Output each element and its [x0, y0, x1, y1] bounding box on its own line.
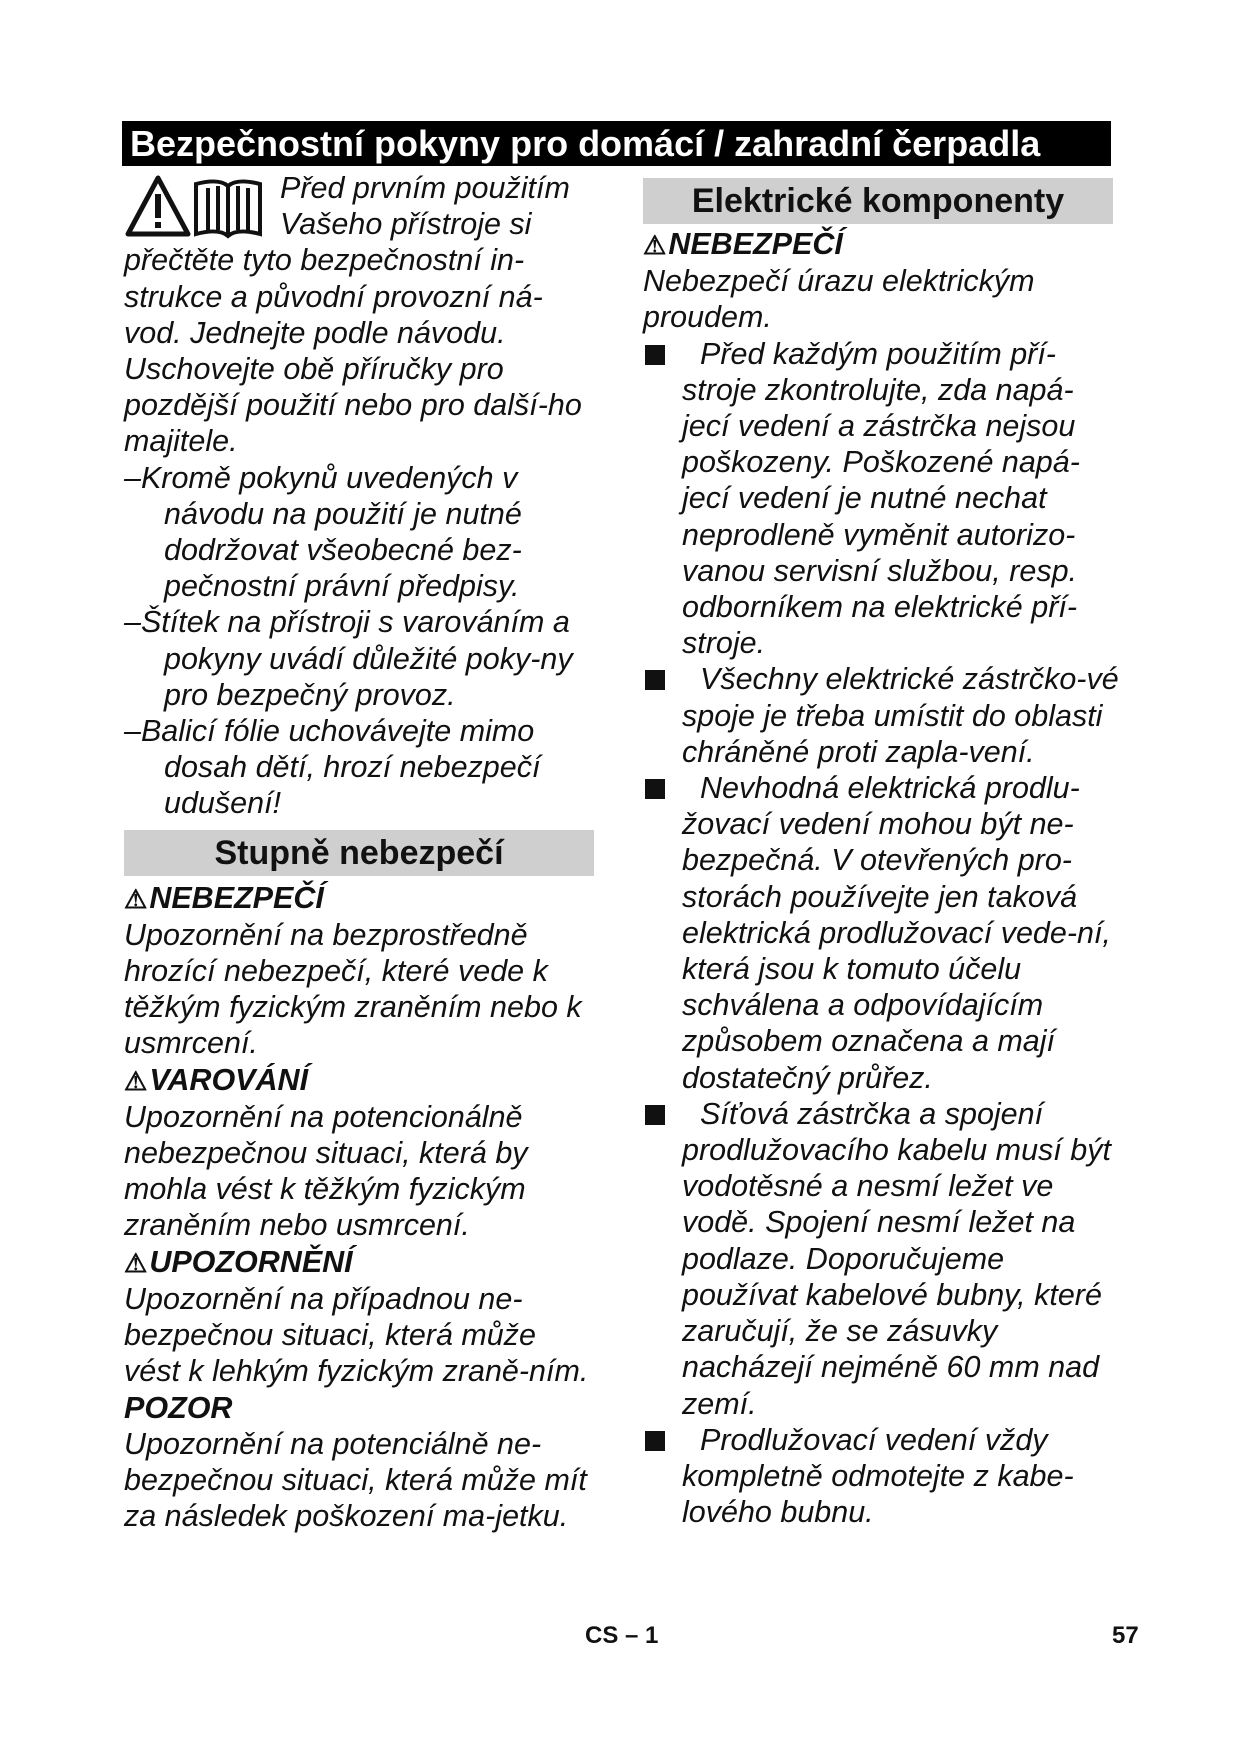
warning-icon: ⚠ [124, 1065, 148, 1096]
section-title-electrical: Elektrické komponenty [643, 178, 1113, 224]
footer-section: CS – 1 [585, 1622, 659, 1649]
intro-block [124, 170, 594, 460]
right-column [643, 178, 1119, 1530]
left-column [124, 170, 594, 1534]
level-label-warning: ⚠VAROVÁNÍ [124, 1062, 309, 1097]
level-text-danger: Upozornění na bezprostředně hrozící nebezpečí, které vede k těžkým fyzickým zraněním nebo k usmrcení. [124, 917, 582, 1061]
bullet-item: Před každým použitím pří-stroje zkontrolujte, zda napá-jecí vedení a zástrčka nejsou poškozeny. Poškozené napá-jecí vedení je nutné nechat neprodleně vyměnit autorizo-vanou servisní službou, resp. odborníkem na elektrické pří-stroje. [643, 336, 1119, 662]
bullet-square-icon [645, 1105, 665, 1125]
danger-label: ⚠NEBEZPEČÍ [643, 227, 843, 261]
level-label-caution: ⚠UPOZORNĚNÍ [124, 1244, 353, 1279]
bullet-square-icon [645, 345, 665, 365]
page-title: Bezpečnostní pokyny pro domácí / zahradní čerpadla [122, 121, 1111, 166]
warning-icon: ⚠ [124, 1247, 148, 1278]
bullet-item: Prodlužovací vedení vždy kompletně odmotejte z kabe-lového bubnu. [643, 1422, 1119, 1531]
warning-icon: ⚠ [643, 230, 667, 260]
bullet-item: Všechny elektrické zástrčko-vé spoje je třeba umístit do oblasti chráněné proti zapla-vení. [643, 661, 1119, 770]
level-text-caution: Upozornění na případnou ne-bezpečnou situaci, která může vést k lehkým fyzickým zraně-ním. [124, 1281, 589, 1389]
book-icon [196, 181, 260, 236]
dash-item: –Štítek na přístroji s varováním a pokyny uvádí důležité poky-ny pro bezpečný provoz. [124, 605, 573, 712]
bullet-square-icon [645, 779, 665, 799]
level-text-notice: Upozornění na potenciálně ne-bezpečnou situaci, která může mít za následek poškození ma-jetku. [124, 1426, 587, 1534]
level-text-warning: Upozornění na potencionálně nebezpečnou situaci, která by mohla vést k těžkým fyzickým zraněním nebo usmrcení. [124, 1099, 528, 1243]
intro-line-1: Před prvním použitím [280, 171, 570, 205]
level-label-notice: POZOR [124, 1390, 233, 1425]
intro-text: přečtěte tyto bezpečnostní in-strukce a původní provozní ná-vod. Jednejte podle návodu. Uschovejte obě příručky pro pozdější použití nebo pro další-ho majitele. [124, 243, 582, 459]
bullet-item: Nevhodná elektrická prodlu-žovací vedení mohou být ne-bezpečná. V otevřených pro-storách používejte jen taková elektrická prodlužovací vede-ní, která jsou k tomuto účelu schválena a odpovídajícím způsobem označena a mají dostatečný průřez. [643, 770, 1119, 1096]
danger-text: Nebezpečí úrazu elektrickým proudem. [643, 264, 1035, 335]
dash-item: –Balicí fólie uchovávejte mimo dosah dětí, hrozí nebezpečí udušení! [124, 714, 541, 821]
bullet-square-icon [645, 670, 665, 690]
intro-line-2: Vašeho přístroje si [280, 207, 532, 242]
warning-triangle-icon [128, 178, 188, 234]
page-number: 57 [1112, 1622, 1139, 1649]
warning-manual-icon [124, 172, 274, 242]
bullet-square-icon [645, 1431, 665, 1451]
section-title-danger-levels: Stupně nebezpečí [124, 830, 594, 876]
warning-icon: ⚠ [124, 883, 148, 914]
bullet-item: Síťová zástrčka a spojení prodlužovacího kabelu musí být vodotěsné a nesmí ležet ve vodě. Spojení nesmí ležet na podlaze. Doporučujeme používat kabelové bubny, které zaručují, že se zásuvky nacházejí nejméně 60 mm nad zemí. [643, 1096, 1119, 1422]
dash-item: –Kromě pokynů uvedených v návodu na použití je nutné dodržovat všeobecné bez-pečnostní právní předpisy. [124, 460, 522, 604]
level-label-danger: ⚠NEBEZPEČÍ [124, 880, 324, 915]
